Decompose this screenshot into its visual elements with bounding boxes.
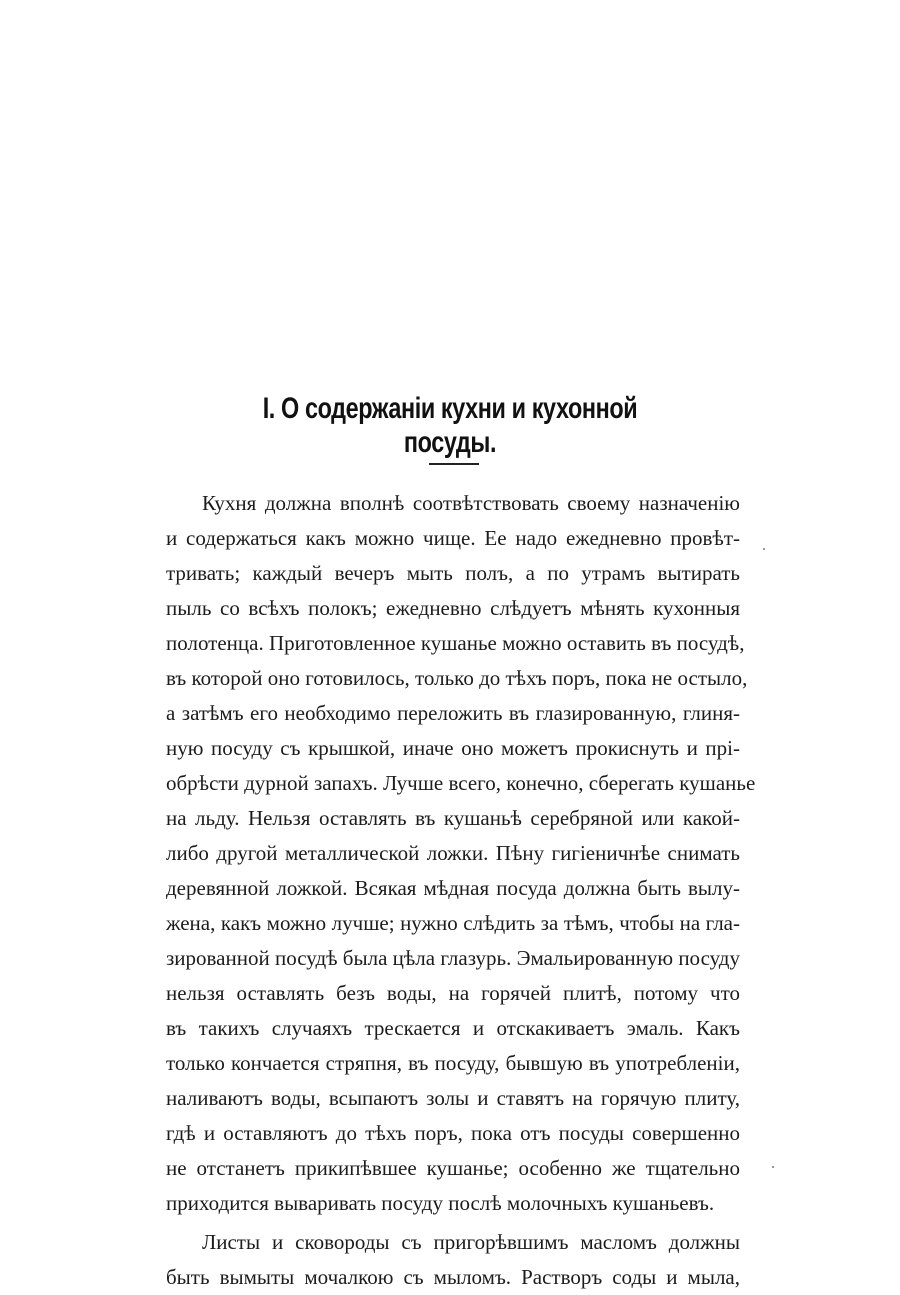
paragraph-1-line: обрѣсти дурной запахъ. Лучше всего, конечно, сберегать кушанье: [166, 771, 756, 795]
scan-speck: [763, 548, 765, 550]
paragraph-1-line: наливаютъ воды, всыпаютъ золы и ставятъ на горячую плиту,: [166, 1086, 740, 1110]
paragraph-1-line: полотенца. Приготовленное кушанье можно оставить въ посудѣ,: [166, 631, 745, 655]
scan-speck: [772, 1166, 774, 1168]
paragraph-1-line: и содержаться какъ можно чище. Ее надо ежедневно провѣт-: [166, 526, 740, 550]
paragraph-1-line: ную посуду съ крышкой, иначе оно можетъ прокиснуть и прi-: [166, 736, 740, 760]
title-divider: [429, 463, 479, 465]
paragraph-1-line: на льду. Нельзя оставлять въ кушаньѣ серебряной или какой-: [166, 806, 740, 830]
paragraph-1-line: пыль со всѣхъ полокъ; ежедневно слѣдуетъ мѣнять кухонныя: [166, 596, 740, 620]
paragraph-2-line: быть вымыты мочалкою съ мыломъ. Растворъ соды и мыла,: [166, 1265, 740, 1289]
paragraph-1-line: зированной посудѣ была цѣла глазурь. Эмальированную посуду: [166, 946, 740, 970]
paragraph-1-line: жена, какъ можно лучше; нужно слѣдить за тѣмъ, чтобы на гла-: [166, 911, 740, 935]
paragraph-1-line: въ которой оно готовилось, только до тѣхъ поръ, пока не остыло,: [166, 666, 748, 690]
paragraph-1-line: только кончается стряпня, въ посуду, бывшую въ употребленiи,: [166, 1051, 740, 1075]
paragraph-1-line: Кухня должна вполнѣ соотвѣтствовать своему назначенiю: [202, 491, 740, 515]
paragraph-1-line: въ такихъ случаяхъ трескается и отскакиваетъ эмаль. Какъ: [166, 1016, 740, 1040]
paragraph-1-line: нельзя оставлять безъ воды, на горячей плитѣ, потому что: [166, 981, 740, 1005]
paragraph-1-line: гдѣ и оставляютъ до тѣхъ поръ, пока отъ посуды совершенно: [166, 1121, 740, 1145]
body-text: [166, 486, 756, 1295]
paragraph-1-line: не отстанетъ прикипѣвшее кушанье; особенно же тщательно: [166, 1156, 740, 1180]
paragraph-1-line: а затѣмъ его необходимо переложить въ глазированную, глиня-: [166, 701, 740, 725]
paragraph-1-line: деревянной ложкой. Всякая мѣдная посуда должна быть вылу-: [166, 876, 740, 900]
chapter-title: I. О содержанiи кухни и кухонной посуды.: [262, 392, 638, 459]
paragraph-1-line: либо другой металлической ложки. Пѣну гигiеничнѣе снимать: [166, 841, 740, 865]
paragraph-2-line: Листы и сковороды съ пригорѣвшимъ масломъ должны: [202, 1230, 740, 1254]
paragraph-1-line: тривать; каждый вечеръ мыть полъ, а по утрамъ вытирать: [166, 561, 740, 585]
paragraph-1-line: приходится вываривать посуду послѣ молочныхъ кушаньевъ.: [166, 1191, 715, 1215]
